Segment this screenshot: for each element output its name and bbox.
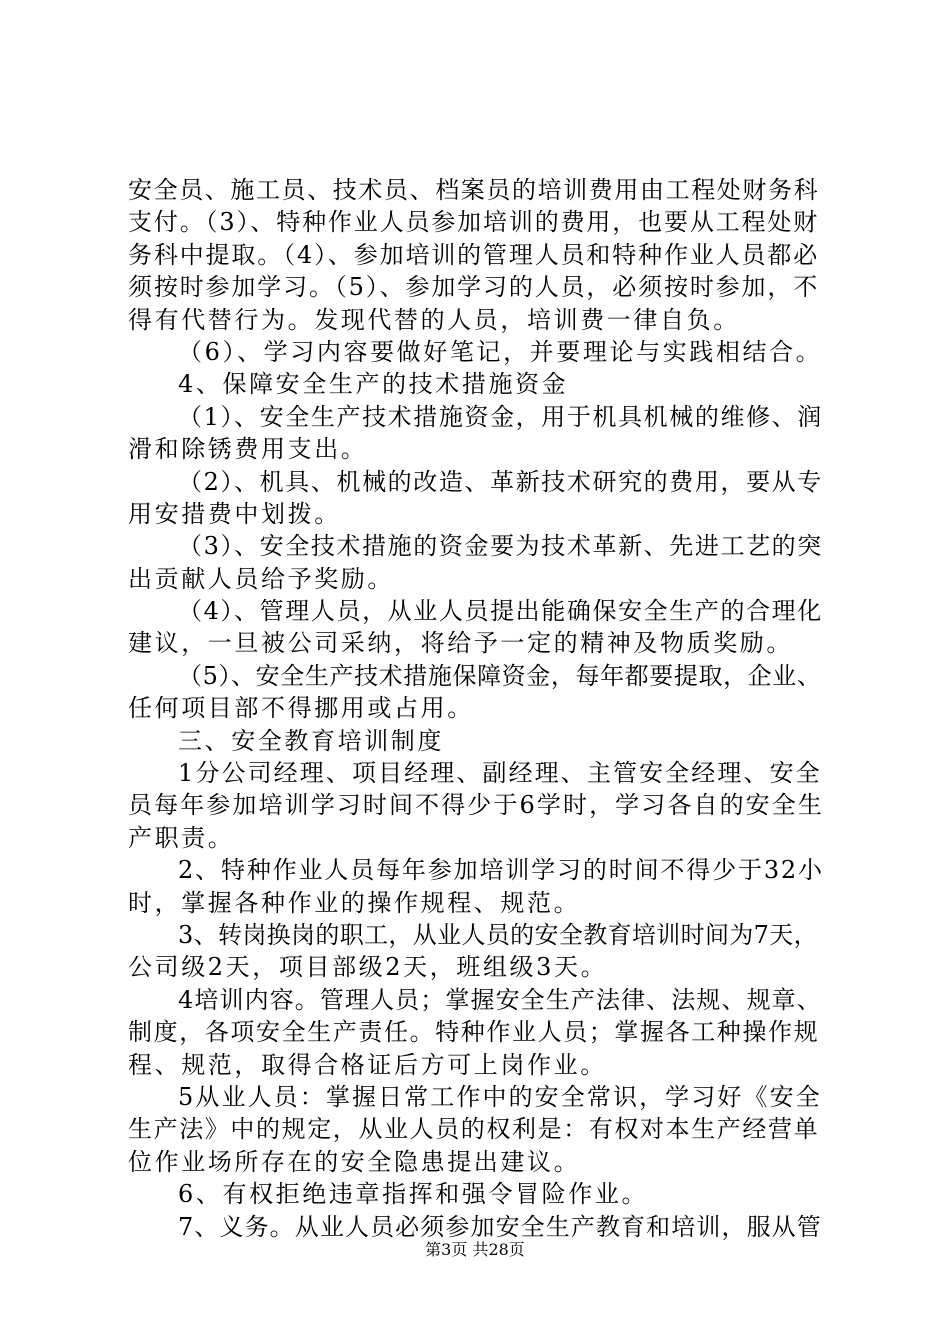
document-line: （1）、安全生产技术措施资金，用于机具机械的维修、润 bbox=[178, 402, 823, 431]
document-line: 6、有权拒绝违章指挥和强令冒险作业。 bbox=[178, 1180, 649, 1209]
document-line: 用安措费中划拨。 bbox=[128, 499, 341, 528]
document-line: （3）、安全技术措施的资金要为技术革新、先进工艺的突 bbox=[178, 532, 823, 561]
document-line: （5）、安全生产技术措施保障资金，每年都要提取，企业、 bbox=[178, 661, 822, 690]
document-line: 员每年参加培训学习时间不得少于6学时，学习各自的安全生 bbox=[128, 791, 824, 820]
document-line: 须按时参加学习。（5）、参加学习的人员，必须按时参加，不 bbox=[128, 273, 820, 302]
document-line: （4）、管理人员，从业人员提出能确保安全生产的合理化 bbox=[178, 597, 823, 626]
document-line: 得有代替行为。发现代替的人员，培训费一律自负。 bbox=[128, 305, 740, 334]
document-line: 时，掌握各种作业的操作规程、规范。 bbox=[128, 888, 581, 917]
document-body bbox=[128, 174, 824, 1243]
document-line: 3、转岗换岗的职工，从业人员的安全教育培训时间为7天， bbox=[178, 920, 818, 949]
document-line: 制度，各项安全生产责任。特种作业人员；掌握各工种操作规 bbox=[128, 1018, 820, 1047]
document-line: 生产法》中的规定，从业人员的权利是：有权对本生产经营单 bbox=[128, 1115, 820, 1144]
document-line: 滑和除锈费用支出。 bbox=[128, 435, 368, 464]
document-line: 任何项目部不得挪用或占用。 bbox=[128, 694, 474, 723]
document-line: 7、义务。从业人员必须参加安全生产教育和培训，服从管 bbox=[178, 1212, 822, 1241]
document-line: 4培训内容。管理人员；掌握安全生产法律、法规、规章、 bbox=[178, 985, 822, 1014]
document-line: 4、保障安全生产的技术措施资金 bbox=[178, 370, 569, 399]
document-line: 1分公司经理、项目经理、副经理、主管安全经理、安全 bbox=[178, 759, 822, 788]
page-footer: 第3页 共28页 bbox=[425, 1240, 525, 1259]
document-line: 2、特种作业人员每年参加培训学习的时间不得少于32小 bbox=[178, 856, 824, 885]
document-line: 务科中提取。（4）、参加培训的管理人员和特种作业人员都必 bbox=[128, 240, 820, 269]
document-line: （2）、机具、机械的改造、革新技术研究的费用，要从专 bbox=[178, 467, 823, 496]
document-line: 建议，一旦被公司采纳，将给予一定的精神及物质奖励。 bbox=[128, 629, 793, 658]
document-line: 位作业场所存在的安全隐患提出建议。 bbox=[128, 1147, 581, 1176]
document-line: 安全员、施工员、技术员、档案员的培训费用由工程处财务科 bbox=[128, 176, 820, 204]
document-line: 公司级2天，项目部级2天，班组级3天。 bbox=[128, 953, 608, 982]
document-line: 出贡献人员给予奖励。 bbox=[128, 564, 394, 593]
document-line: （6）、学习内容要做好笔记，并要理论与实践相结合。 bbox=[178, 337, 823, 366]
document-line: 三、安全教育培训制度 bbox=[178, 726, 444, 755]
document-line: 程、规范，取得合格证后方可上岗作业。 bbox=[128, 1050, 607, 1079]
document-line: 5从业人员：掌握日常工作中的安全常识，学习好《安全 bbox=[178, 1082, 822, 1111]
document-line: 支付。（3）、特种作业人员参加培训的费用，也要从工程处财 bbox=[128, 208, 820, 237]
document-line: 产职责。 bbox=[128, 823, 235, 852]
